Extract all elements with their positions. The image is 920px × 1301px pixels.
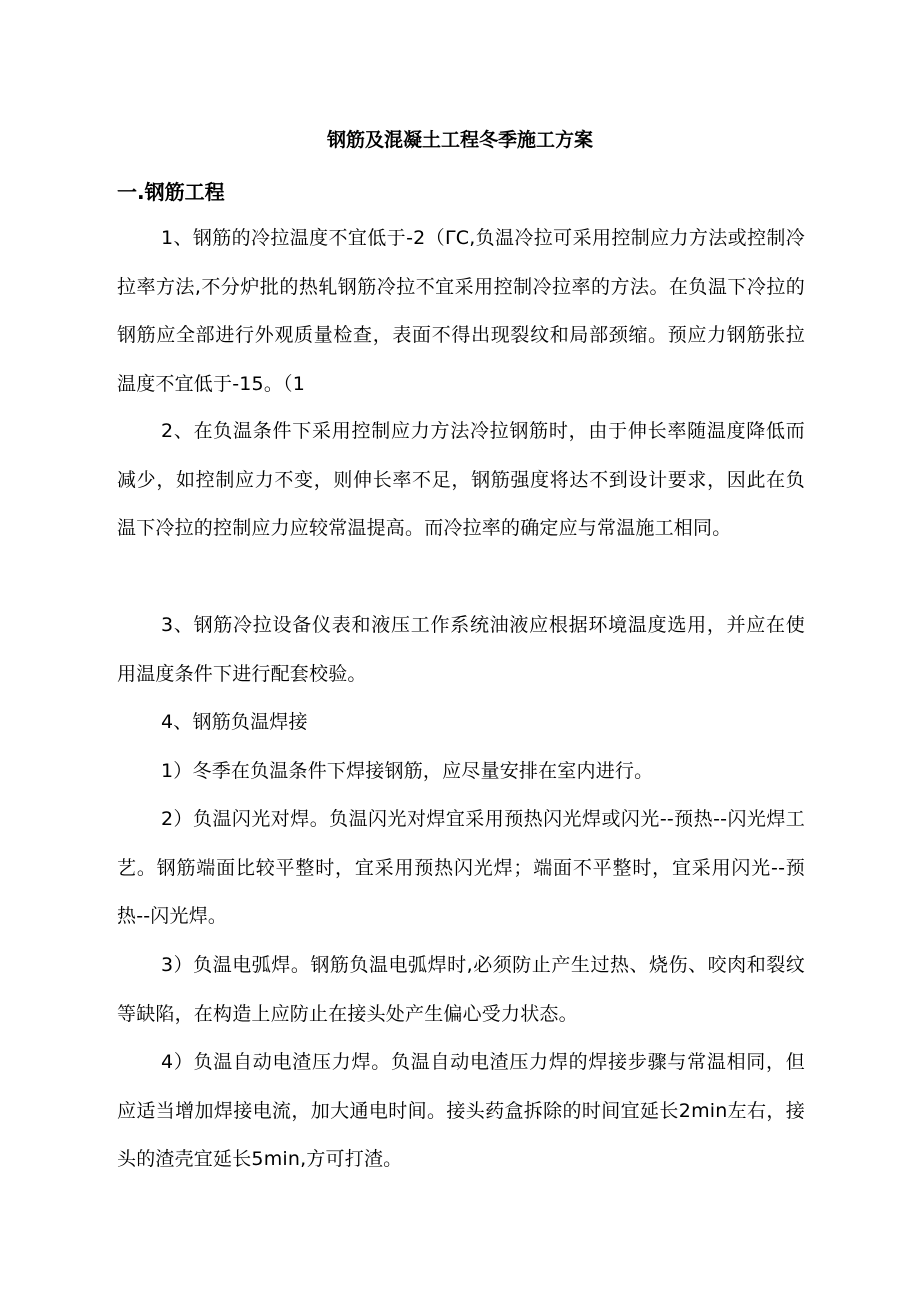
- paragraph-7: 3）负温电弧焊。钢筋负温电弧焊时,必须防止产生过热、烧伤、咬肉和裂纹等缺陷，在构造上应防止在接头处产生偏心受力状态。: [117, 954, 805, 1025]
- paragraph-3: 3、钢筋冷拉设备仪表和液压工作系统油液应根据环境温度选用，并应在使用温度条件下进行配套校验。: [117, 614, 805, 685]
- paragraph-8: 4）负温自动电渣压力焊。负温自动电渣压力焊的焊接步骤与常温相同，但应适当增加焊接电流，加大通电时间。接头药盒拆除的时间宜延长2min左右，接头的渣壳宜延长5min,方可打渣。: [117, 1051, 805, 1170]
- paragraph-6: 2）负温闪光对焊。负温闪光对焊宜采用预热闪光焊或闪光--预热--闪光焊工艺。钢筋端面比较平整时，宜采用预热闪光焊；端面不平整时，宜采用闪光--预热--闪光焊。: [117, 808, 805, 927]
- document-title: 钢筋及混凝土工程冬季施工方案: [326, 129, 593, 151]
- paragraph-5: 1）冬季在负温条件下焊接钢筋，应尽量安排在室内进行。: [161, 760, 654, 782]
- section-heading: 一.钢筋工程: [117, 180, 225, 204]
- paragraph-2: 2、在负温条件下采用控制应力方法冷拉钢筋时，由于伸长率随温度降低而减少，如控制应力不变，则伸长率不足，钢筋强度将达不到设计要求，因此在负温下冷拉的控制应力应较常温提高。而冷拉率的确定应与常温施工相同。: [117, 420, 805, 539]
- paragraph-4: 4、钢筋负温焊接: [161, 711, 308, 733]
- paragraph-1: 1、钢筋的冷拉温度不宜低于-2（ΓC,负温冷拉可采用控制应力方法或控制冷拉率方法,不分炉批的热轧钢筋冷拉不宜采用控制冷拉率的方法。在负温下冷拉的钢筋应全部进行外观质量检查，表面不得出现裂纹和局部颈缩。预应力钢筋张拉温度不宜低于-15。（1: [117, 227, 805, 395]
